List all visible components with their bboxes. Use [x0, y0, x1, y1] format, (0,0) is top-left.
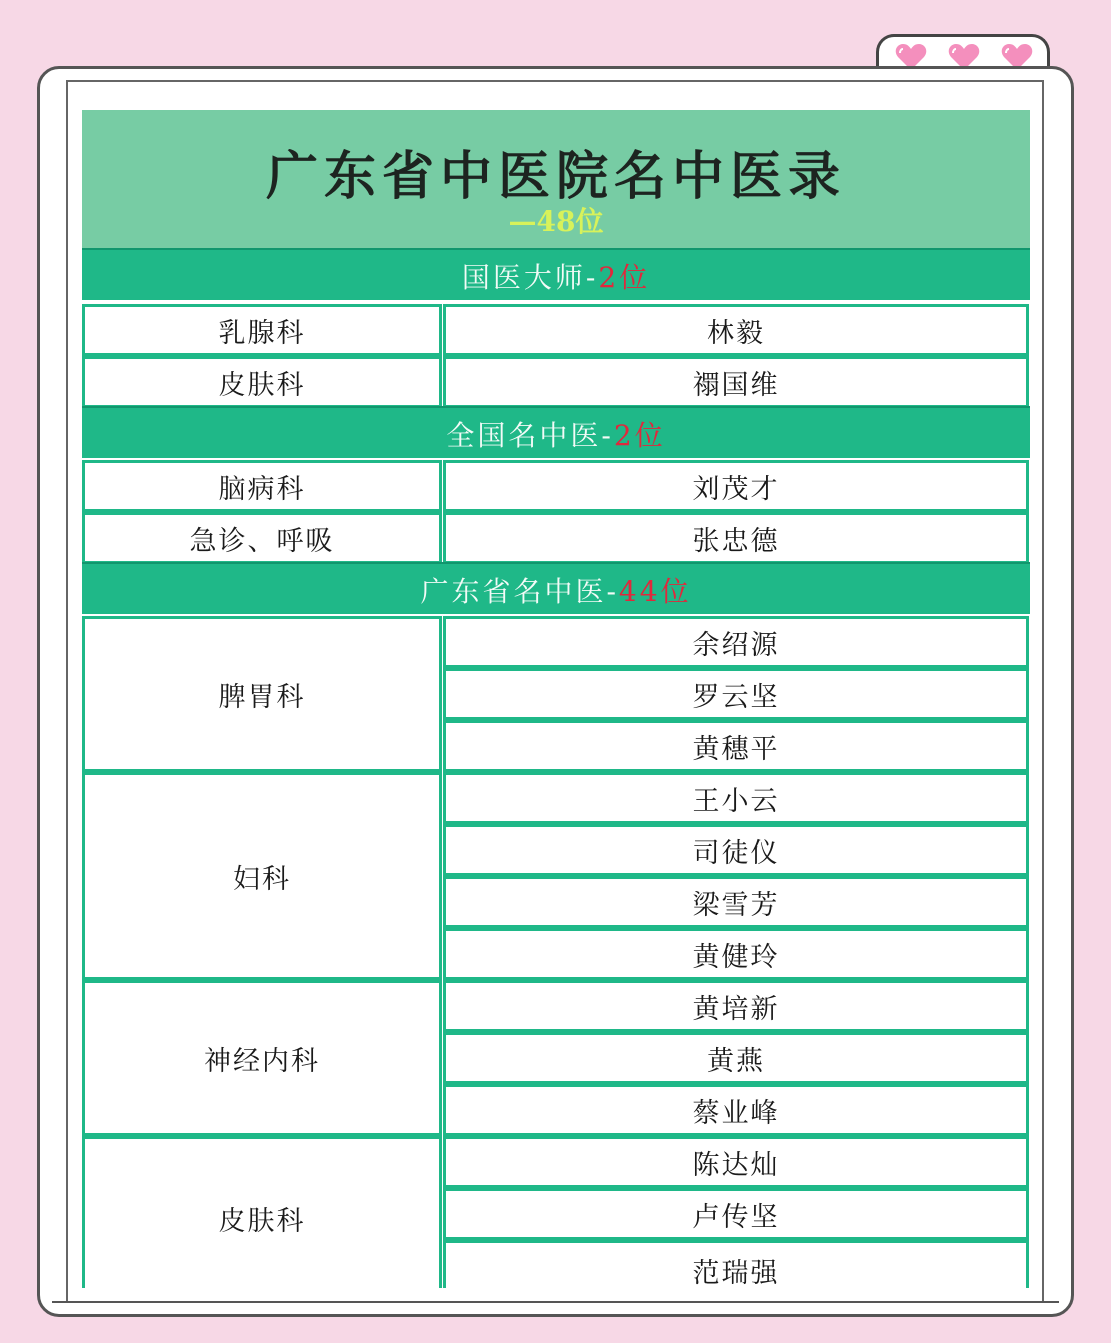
doctor-cell: 陈达灿 — [443, 1136, 1029, 1188]
doctor-cell: 禤国维 — [443, 356, 1029, 408]
page-subtitle: —48位 — [508, 205, 604, 238]
page-title: 广东省中医院名中医录 — [265, 146, 846, 207]
bottom-divider — [52, 1301, 1059, 1303]
section-count: 2位 — [613, 419, 666, 452]
doctor-cell: 黄培新 — [443, 980, 1029, 1032]
doctor-cell: 梁雪芳 — [443, 876, 1029, 928]
doctor-cell: 司徒仪 — [443, 824, 1029, 876]
doctor-cell: 王小云 — [443, 772, 1029, 824]
doctor-cell: 刘茂才 — [443, 460, 1029, 512]
doctor-cell: 张忠德 — [443, 512, 1029, 564]
section-label: 广东省名中医- — [420, 575, 619, 608]
section-label: 国医大师- — [461, 261, 599, 294]
department-cell: 皮肤科 — [82, 356, 442, 408]
department-cell: 脑病科 — [82, 460, 442, 512]
doctor-cell: 罗云坚 — [443, 668, 1029, 720]
department-cell: 脾胃科 — [82, 616, 442, 772]
doctor-cell: 卢传坚 — [443, 1188, 1029, 1240]
department-cell: 妇科 — [82, 772, 442, 980]
doctor-table — [82, 110, 1030, 1288]
department-cell: 神经内科 — [82, 980, 442, 1136]
doctor-cell: 范瑞强 — [443, 1240, 1029, 1288]
department-cell: 乳腺科 — [82, 304, 442, 356]
department-cell: 皮肤科 — [82, 1136, 442, 1288]
doctor-cell: 余绍源 — [443, 616, 1029, 668]
department-cell: 急诊、呼吸 — [82, 512, 442, 564]
section-label: 全国名中医- — [446, 419, 614, 452]
doctor-cell: 蔡业峰 — [443, 1084, 1029, 1136]
doctor-cell: 黄穗平 — [443, 720, 1029, 772]
doctor-cell: 黄燕 — [443, 1032, 1029, 1084]
section-header — [82, 248, 1030, 300]
section-count: 44位 — [618, 575, 692, 608]
section-header — [82, 406, 1030, 458]
doctor-cell: 林毅 — [443, 304, 1029, 356]
doctor-cell: 黄健玲 — [443, 928, 1029, 980]
title-block — [82, 110, 1030, 248]
section-count: 2位 — [598, 261, 651, 294]
section-header — [82, 562, 1030, 614]
